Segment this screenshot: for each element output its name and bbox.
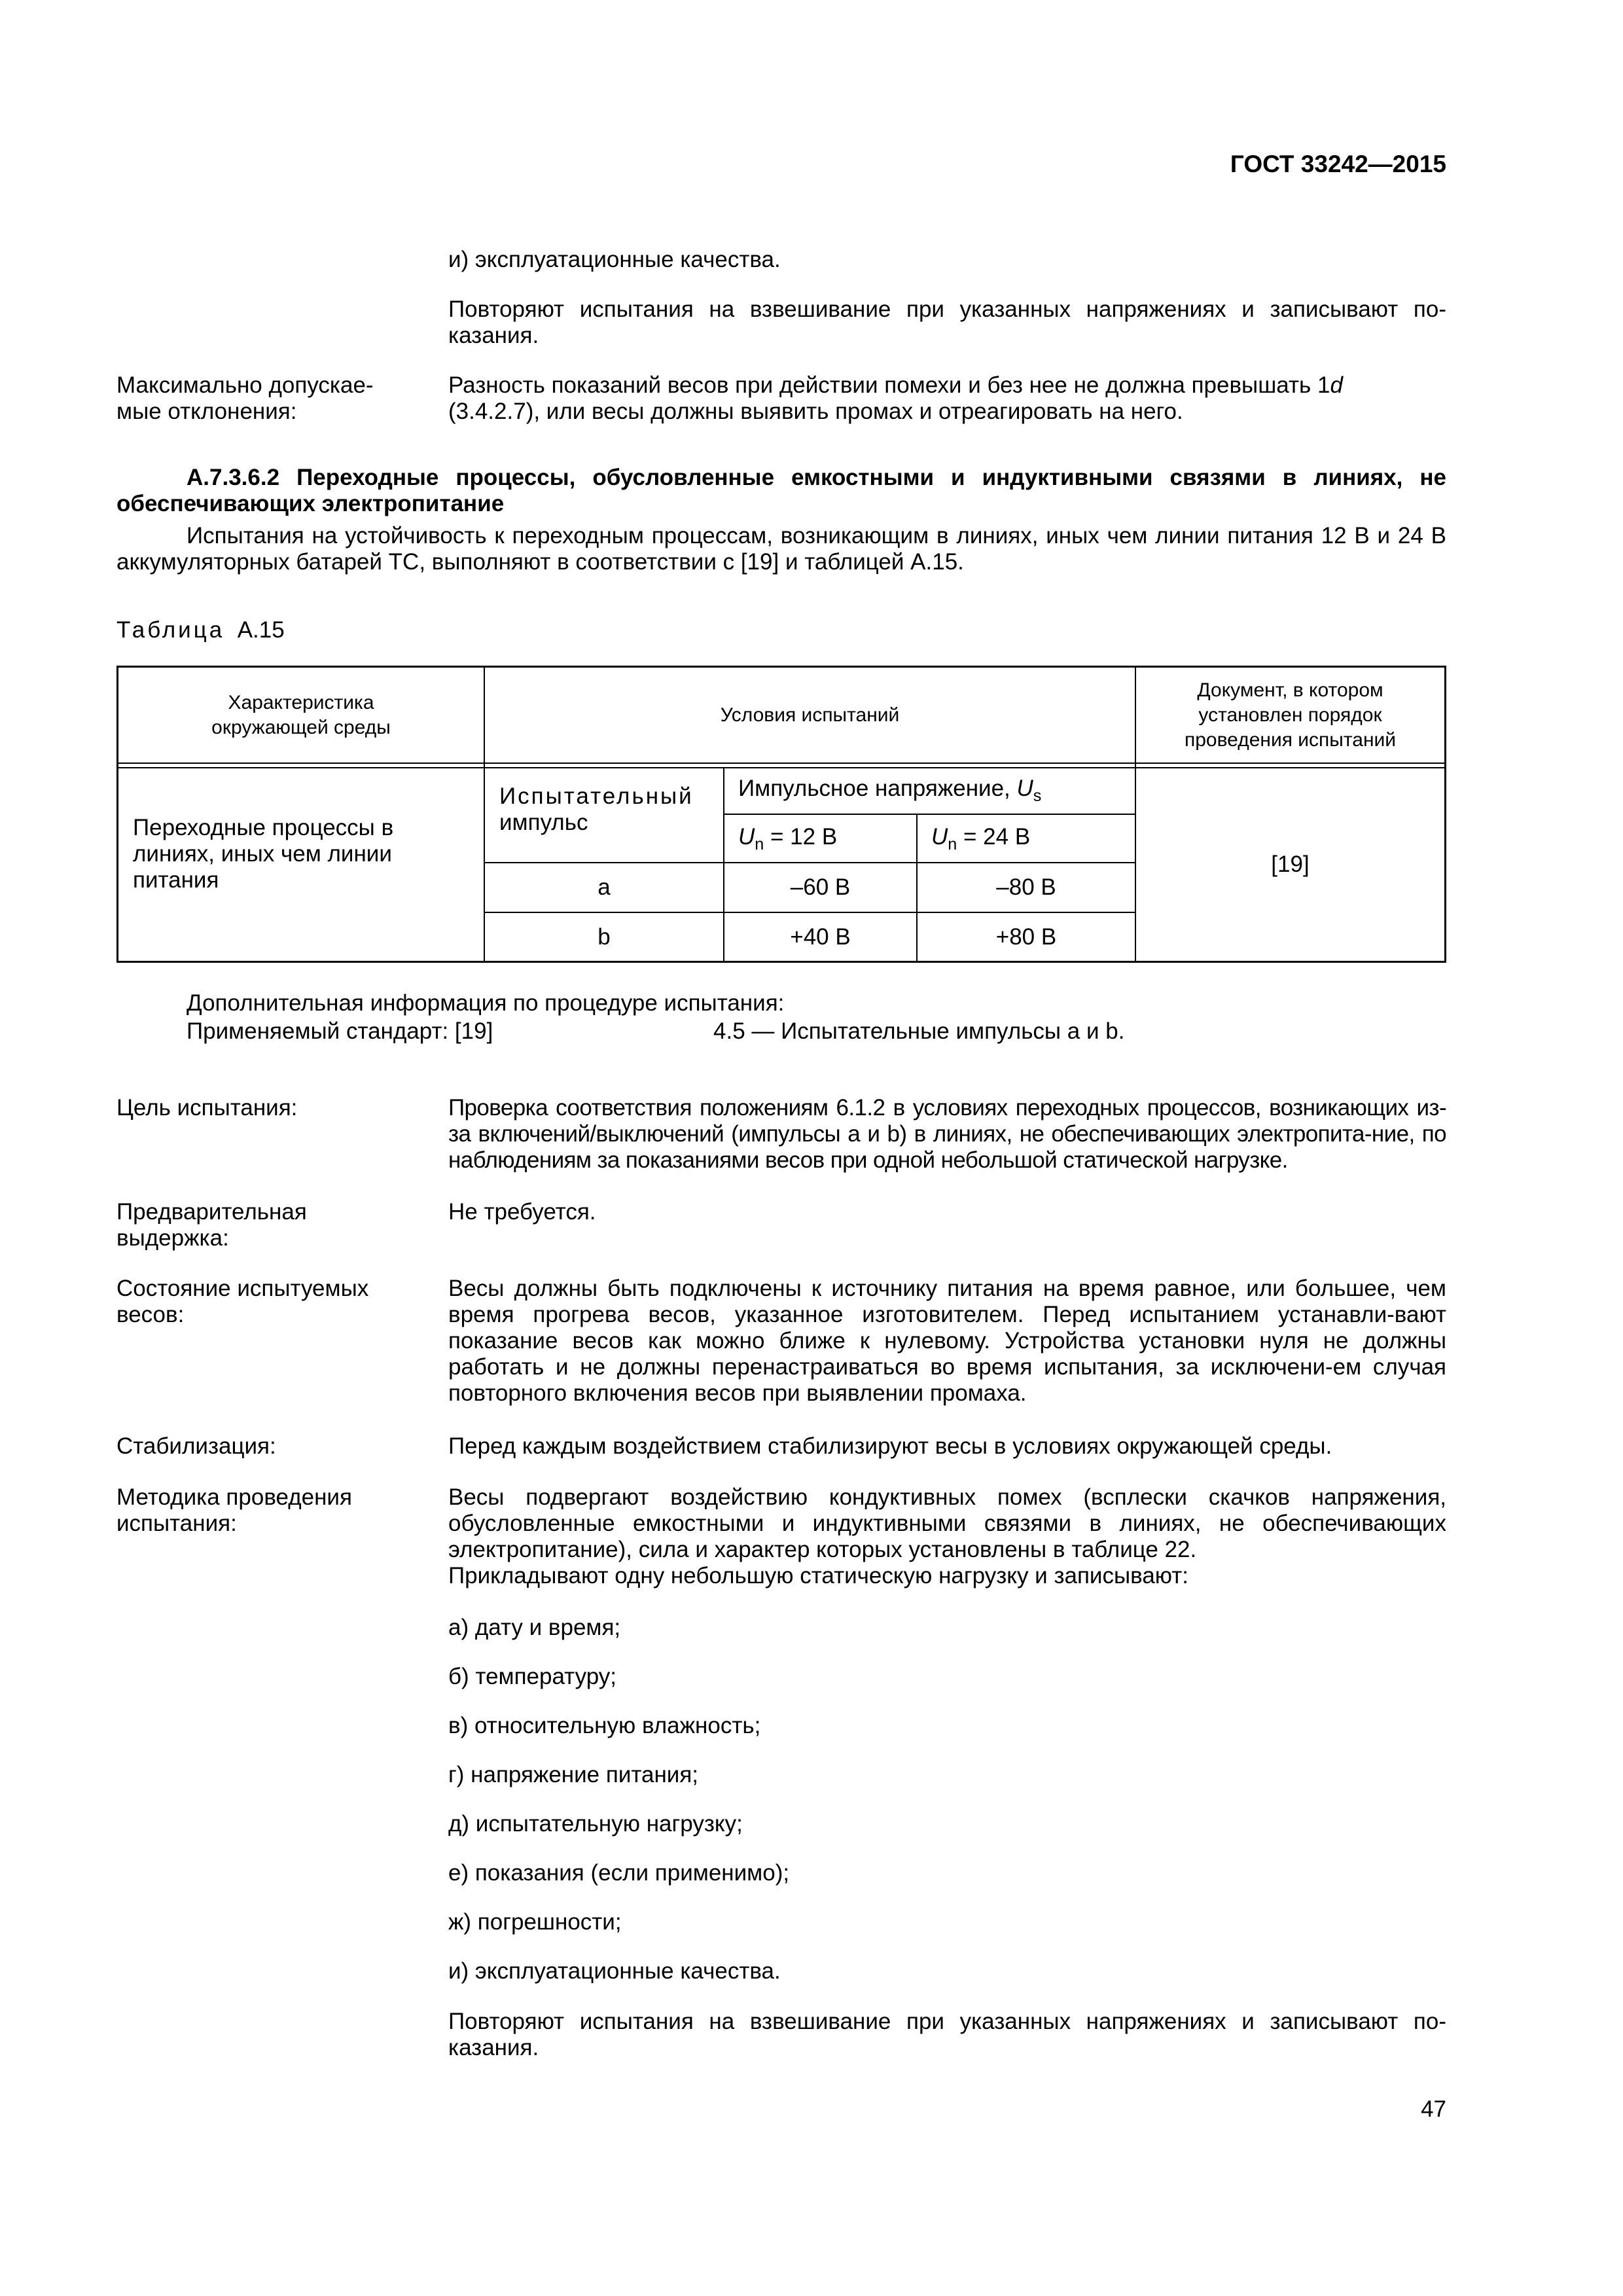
table-cell-v12: –60 В bbox=[790, 874, 851, 900]
repeat-text-top: Повторяют испытания на взвешивание при указанных напряжениях и записывают по-казания. bbox=[448, 296, 1446, 348]
standard-number: ГОСТ 33242—2015 bbox=[1230, 151, 1446, 177]
precondition-text: Не требуется. bbox=[448, 1199, 596, 1225]
table-cell-voltage-header: Импульсное напряжение, $U_s$ bbox=[738, 776, 1042, 805]
list-item-i-top: и) эксплуатационные качества. bbox=[448, 247, 781, 272]
goal-text: Проверка соответствия положениям 6.1.2 в условиях переходных процессов, возникающих из-за включений/выключений (импульсы a и b) в линиях, не обеспечивающих электропита-ние, по наблюдениям за показаниями весов при одной небольшой статической нагрузке. bbox=[448, 1095, 1446, 1173]
list-item: е) показания (если применимо); bbox=[448, 1860, 790, 1886]
table-caption: Таблица А.15 bbox=[116, 617, 285, 643]
table-cell-pulse-header: Испытательный импульс bbox=[499, 783, 694, 835]
page-number: 47 bbox=[1421, 2096, 1446, 2122]
section-paragraph: Испытания на устойчивость к переходным процессам, возникающим в линиях, иных чем линии питания 12 В и 24 В аккумуляторных батарей ТС, выполняют в соответствии с [19] и таблицей А.15. bbox=[116, 523, 1446, 575]
table-header-environment: Характеристика окружающей среды bbox=[211, 691, 391, 738]
additional-info: Дополнительная информация по процедуре испытания: bbox=[187, 990, 785, 1016]
state-label: Состояние испытуемых весов: bbox=[116, 1276, 369, 1327]
max-deviation-label: Максимально допускае-мые отклонения: bbox=[116, 372, 374, 424]
list-item: г) напряжение питания; bbox=[448, 1762, 699, 1787]
table-cell-document: [19] bbox=[1271, 852, 1310, 877]
table-cell-v12: +40 В bbox=[790, 924, 851, 950]
section-heading: А.7.3.6.2 Переходные процессы, обусловленные емкостными и индуктивными связями в линиях, не обеспечивающих электропитание bbox=[116, 465, 1446, 516]
table-cell-v24: –80 В bbox=[996, 874, 1056, 900]
goal-label: Цель испытания: bbox=[116, 1095, 298, 1121]
table-header-document: Документ, в котором установлен порядок проведения испытаний bbox=[1184, 679, 1397, 751]
table-cell-un-12: $U_n = 12$ В bbox=[738, 824, 838, 853]
method-text: Весы подвергают воздействию кондуктивных помех (всплески скачков напряжения, обусловленные емкостными и индуктивными связями в линиях, не обеспечивающих электропитание), сила и характер которых установлены в таблице 22. bbox=[448, 1484, 1446, 1562]
list-item: в) относительную влажность; bbox=[448, 1713, 761, 1738]
table-a15 bbox=[116, 666, 1446, 963]
table-cell-un-24: $U_n = 24$ В bbox=[931, 824, 1031, 853]
table-cell-environment: Переходные процессы в линиях, иных чем линии питания bbox=[133, 815, 394, 893]
table-cell-pulse: b bbox=[597, 924, 611, 950]
method-label: Методика проведения испытания: bbox=[116, 1484, 352, 1536]
list-item: д) испытательную нагрузку; bbox=[448, 1811, 743, 1837]
list-item: ж) погрешности; bbox=[448, 1909, 622, 1935]
list-item: б) температуру; bbox=[448, 1664, 616, 1689]
table-cell-pulse: a bbox=[597, 874, 611, 900]
applied-standard-label: Применяемый стандарт: [19] bbox=[187, 1018, 493, 1044]
max-deviation-text: Разность показаний весов при действии помехи и без нее не должна превышать 1d (3.4.2.7), или весы должны выявить промах и отреагировать на него. bbox=[448, 372, 1343, 424]
list-item: а) дату и время; bbox=[448, 1615, 621, 1640]
final-repeat-text: Повторяют испытания на взвешивание при указанных напряжениях и записывают по-казания. bbox=[448, 2009, 1446, 2060]
list-item: и) эксплуатационные качества. bbox=[448, 1958, 781, 1984]
stabilization-text: Перед каждым воздействием стабилизируют весы в условиях окружающей среды. bbox=[448, 1433, 1332, 1459]
table-cell-v24: +80 В bbox=[995, 924, 1057, 950]
method-text-2: Прикладывают одну небольшую статическую нагрузку и записывают: bbox=[448, 1563, 1189, 1588]
table-header-conditions: Условия испытаний bbox=[720, 704, 900, 726]
applied-standard-value: 4.5 — Испытательные импульсы a и b. bbox=[713, 1018, 1125, 1044]
precondition-label: Предварительная выдержка: bbox=[116, 1199, 307, 1251]
state-text: Весы должны быть подключены к источнику питания на время равное, или большее, чем время прогрева весов, указанное изготовителем. Перед испытанием устанавли-вают показание весов как можно ближе к нулевому. Устройства установки нуля не должны работать и не должны перенастраиваться во время испытания, за исключени-ем случая повторного включения весов при выявлении промаха. bbox=[448, 1276, 1446, 1406]
stabilization-label: Стабилизация: bbox=[116, 1433, 276, 1459]
